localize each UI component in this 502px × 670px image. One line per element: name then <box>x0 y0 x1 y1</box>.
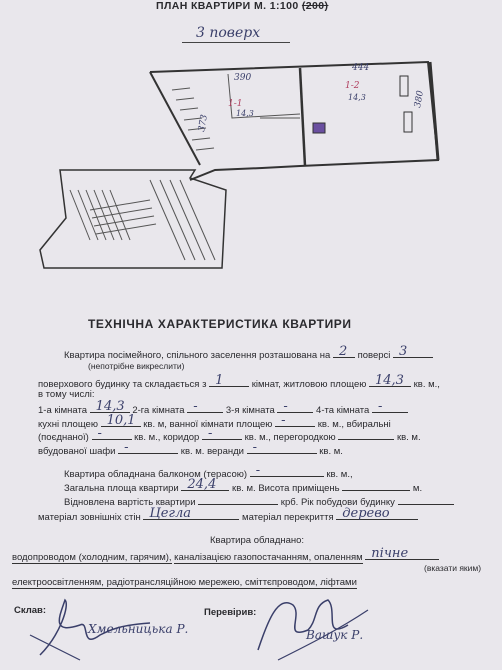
line-location: Квартира посімейного, спільного заселення розташована на 2 поверсі 3 <box>64 347 433 361</box>
heating-type-value: пічне <box>371 546 409 561</box>
line-kitchen-bath: кухні площею 10,1 кв. м, ванної кімнати площею - кв. м., вбиральні <box>38 413 391 430</box>
compiled-by-label: Склав: <box>14 605 47 616</box>
corridor-area-value: - <box>207 426 213 441</box>
bath-area-value: - <box>281 413 286 428</box>
line-rooms: поверхового будинку та складається з 1 кімнат, житловою площею 14,3 кв. м., <box>38 373 440 390</box>
room4-area-value: - <box>377 399 383 414</box>
line-cost-year: Відновлена вартість квартири крб. Рік побудови будинку <box>64 494 454 508</box>
line-total-area: Загальна площа квартири 24,4 кв. м. Висота приміщень м. <box>64 477 423 494</box>
room2-area-value: - <box>193 399 198 414</box>
wall-material-value: Цегла <box>149 506 192 521</box>
living-area-value: 14,3 <box>375 373 404 388</box>
line-equipment-1: водопроводом (холодним, гарячим), каналізацією газопостачанням, опаленням пічне <box>12 549 439 563</box>
line-strike-note: (непотрібне викреслити) <box>88 361 185 371</box>
floor-note: 3 поверх <box>196 25 261 41</box>
room2-label: 1-2 <box>345 81 360 91</box>
plan-title-struck-scale: (200) <box>301 0 329 12</box>
compiled-by-name: Хмельницька Р. <box>88 622 189 636</box>
dim-top-2: 444 <box>352 63 370 73</box>
kitchen-area-value: 10,1 <box>106 413 136 428</box>
line-room-areas: 1-а кімната 14,3 2-га кімната - 3-я кімната - 4-та кімната - <box>38 402 408 416</box>
line-wc-corridor: (поєднаної) - кв. м., коридор - кв. м., перегородкою кв. м. <box>38 426 421 443</box>
room2-area: 14,3 <box>348 93 366 102</box>
room1-label: 1-1 <box>228 99 243 109</box>
rooms-count-value: 1 <box>215 373 224 388</box>
line-materials: матеріал зовнішніх стін Цегла матеріал перекриття дерево <box>38 509 418 523</box>
dim-top-1: 390 <box>234 73 252 83</box>
checked-by-label: Перевірив: <box>204 607 257 618</box>
wall-left <box>150 72 200 165</box>
closet-area-value: - <box>124 440 129 455</box>
line-equipment-2: електроосвітленням, радіотрансляційною мережею, сміттєпроводом, ліфтами <box>12 577 357 588</box>
room1-area: 14,3 <box>236 109 254 118</box>
wc-area-value: - <box>97 426 102 441</box>
stove-icon <box>313 123 325 133</box>
ceiling-material-value: дерево <box>342 506 390 521</box>
room1-area-value: 14,3 <box>95 399 125 414</box>
floor-value: 2 <box>338 344 348 359</box>
section-heading: ТЕХНІЧНА ХАРАКТЕРИСТИКА КВАРТИРИ <box>88 317 352 331</box>
line-including: в тому числі: <box>38 389 95 400</box>
dim-side: 380 <box>413 89 426 109</box>
floor-plan-drawing <box>0 40 502 280</box>
dim-left: 373 <box>197 113 210 133</box>
wall-partition <box>300 68 305 166</box>
veranda-area-value: - <box>252 440 258 455</box>
floors-total-value: 3 <box>399 344 408 359</box>
total-area-value: 24,4 <box>187 477 217 492</box>
checked-by-name: Вашук Р. <box>306 628 364 642</box>
plan-title: ПЛАН КВАРТИРИ М. 1:100 (200) <box>156 0 329 12</box>
heating-note: (вказати яким) <box>424 563 482 573</box>
room3-area-value: - <box>283 399 288 414</box>
line-closet-veranda: вбудованої шафи - кв. м. веранди - кв. м. <box>38 440 343 457</box>
equipment-heading: Квартира обладнано: <box>210 535 305 546</box>
line-balcony: Квартира обладнана балконом (терасою) - кв. м., <box>64 463 353 480</box>
balcony-area-value: - <box>255 463 261 478</box>
